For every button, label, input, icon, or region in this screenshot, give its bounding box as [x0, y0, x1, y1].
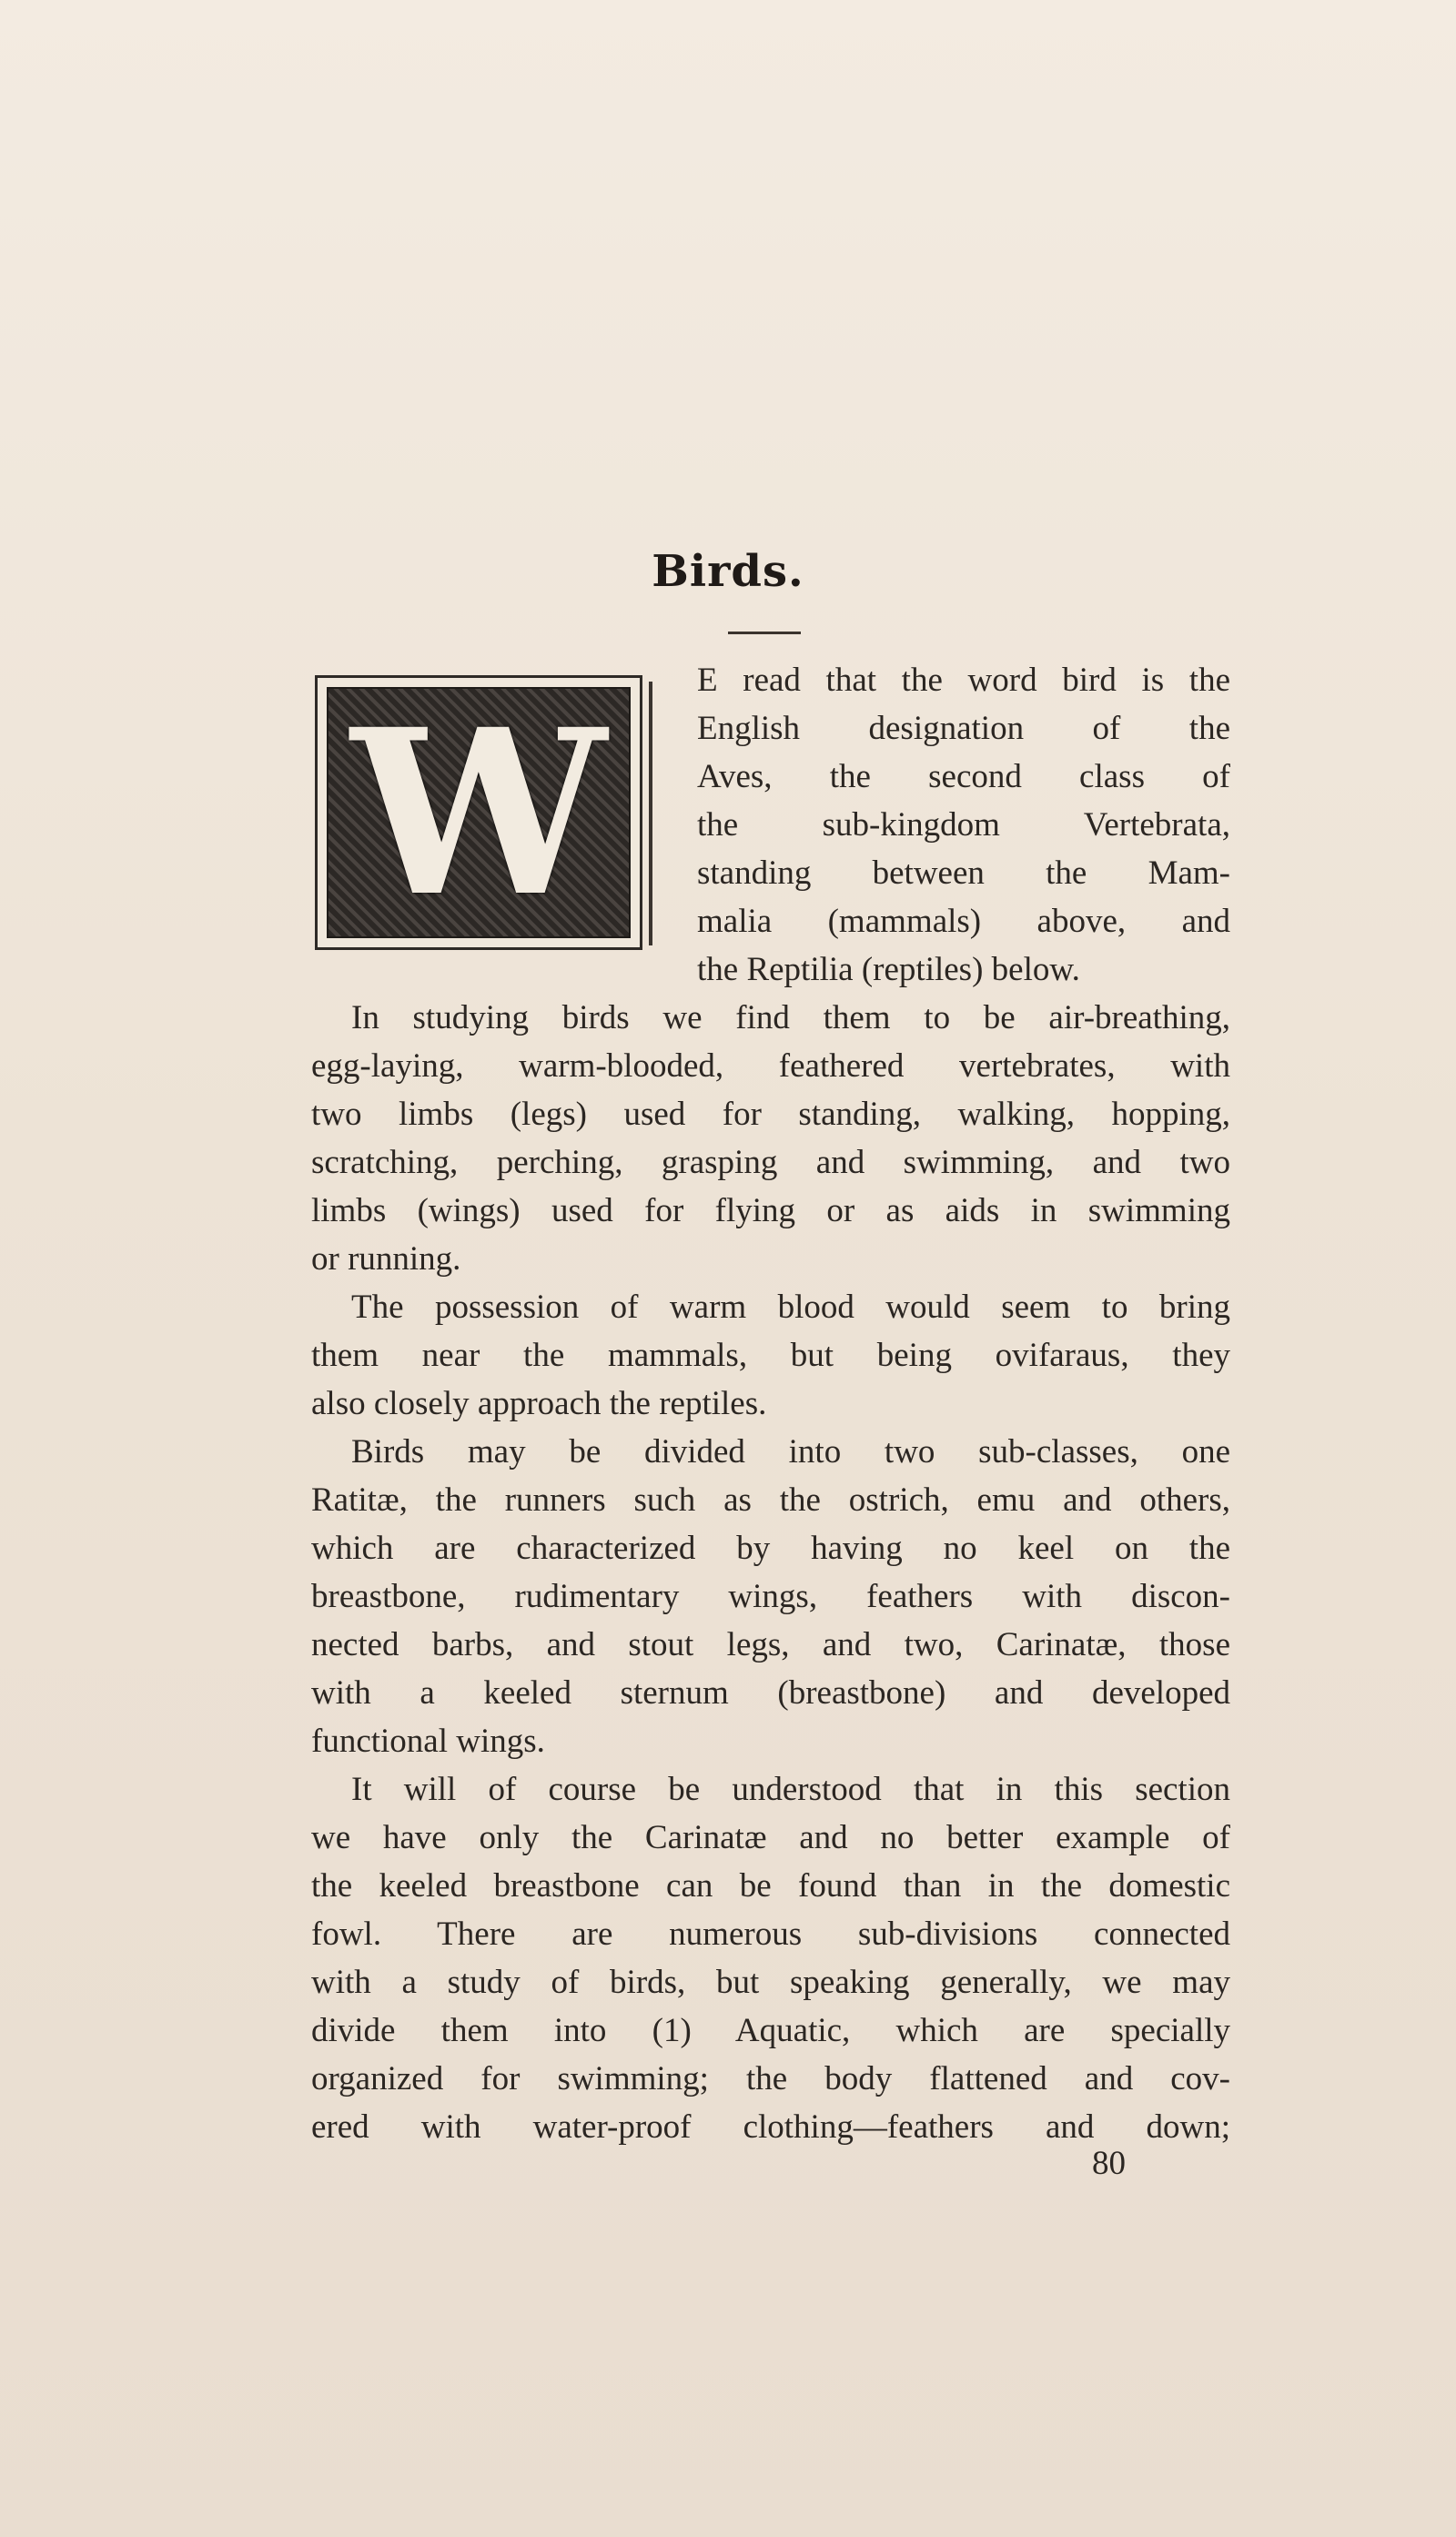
text-line: The possession of warm blood would seem to bring [351, 1289, 1230, 1326]
text-line: nected barbs, and stout legs, and two, Carinatæ, those [311, 1626, 1230, 1663]
text-line: the keeled breastbone can be found than in the domestic [311, 1867, 1230, 1905]
text-line: ered with water-proof clothing—feathers and down; [311, 2108, 1230, 2146]
text-line: It will of course be understood that in this section [351, 1771, 1230, 1808]
text-line: English designation of the [697, 710, 1230, 747]
drop-cap-side-bar [649, 682, 652, 945]
text-line: Aves, the second class of [697, 758, 1230, 795]
text-line: breastbone, rudimentary wings, feathers with discon- [311, 1578, 1230, 1615]
text-line: E read that the word bird is the [697, 662, 1230, 699]
text-line: In studying birds we find them to be air-breathing, [351, 999, 1230, 1036]
text-line: them near the mammals, but being ovifaraus, they [311, 1337, 1230, 1374]
text-line: the Reptilia (reptiles) below. [697, 951, 1080, 988]
text-line: standing between the Mam- [697, 854, 1230, 892]
text-line: the sub-kingdom Vertebrata, [697, 806, 1230, 844]
text-line: fowl. There are numerous sub-divisions connected [311, 1915, 1230, 1953]
text-line: functional wings. [311, 1723, 545, 1760]
text-line: or running. [311, 1240, 461, 1278]
text-line: also closely approach the reptiles. [311, 1385, 767, 1422]
text-line: two limbs (legs) used for standing, walking, hopping, [311, 1096, 1230, 1133]
text-line: Ratitæ, the runners such as the ostrich, emu and others, [311, 1481, 1230, 1519]
text-line: Birds may be divided into two sub-classes, one [351, 1433, 1230, 1471]
text-line: with a keeled sternum (breastbone) and developed [311, 1674, 1230, 1712]
title-rule [728, 632, 801, 634]
text-line: we have only the Carinatæ and no better example of [311, 1819, 1230, 1856]
drop-cap-ornament [315, 675, 642, 950]
text-line: with a study of birds, but speaking generally, we may [311, 1964, 1230, 2001]
text-line: which are characterized by having no keel on the [311, 1530, 1230, 1567]
text-line: scratching, perching, grasping and swimming, and two [311, 1144, 1230, 1181]
text-line: malia (mammals) above, and [697, 903, 1230, 940]
page-number: 80 [1092, 2145, 1126, 2182]
text-line: egg-laying, warm-blooded, feathered vertebrates, with [311, 1047, 1230, 1085]
text-line: organized for swimming; the body flattened and cov- [311, 2060, 1230, 2097]
page-title: Birds. [652, 546, 804, 597]
text-line: divide them into (1) Aquatic, which are specially [311, 2012, 1230, 2049]
text-line: limbs (wings) used for flying or as aids in swimming [311, 1192, 1230, 1229]
drop-cap-letter: W [350, 679, 607, 946]
